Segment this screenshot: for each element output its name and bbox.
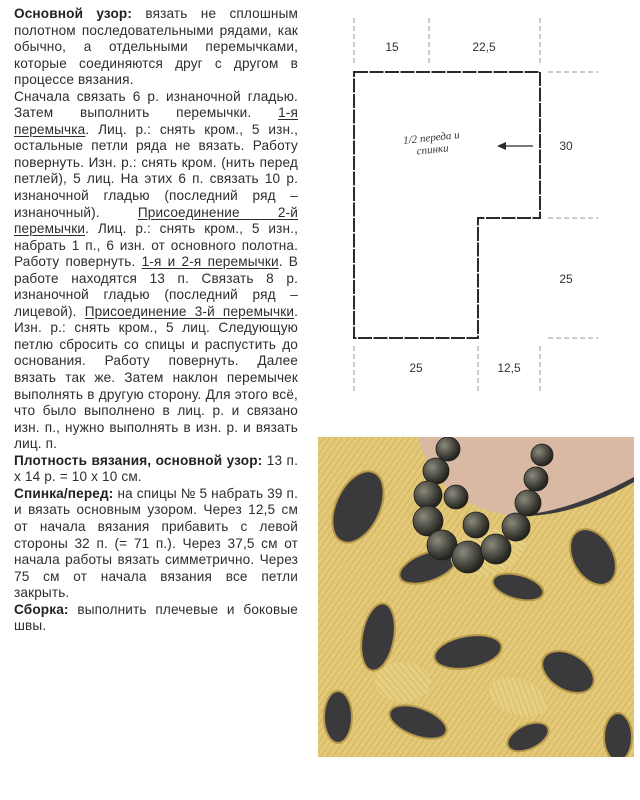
text-bridge-1: . Лиц. р.: снять кром., 5 изн., остальные петли ряда не вязать. Работу повернуть. Изн. р.: снять кром. (нить перед петлей), 5 лиц. На этих 6 п. связать 10 р. изнаночной гладью (последний ряд – изнаночный).	[14, 121, 298, 220]
heading-assembly: Сборка:	[14, 601, 69, 617]
text-main-pattern: вязать не сплошным полотном последовательными рядами, как обычно, а отдельными перемычками, которые соединяются друг с другом в процессе вязания.	[14, 6, 298, 88]
dim-right-top: 30	[559, 139, 573, 153]
subheading-bridges-1-2: 1-я и 2-я перемычки	[141, 254, 279, 270]
sweater-photo	[318, 437, 634, 757]
paragraph-main-pattern	[14, 6, 298, 89]
heading-gauge: Плотность вязания, основной узор:	[14, 452, 263, 468]
text-bridges-1-2: . В работе находятся 13 п. Связать 8 р. изнаночной гладью (последний ряд – лицевой).	[14, 254, 298, 319]
dim-bottom-right: 12,5	[497, 361, 521, 375]
paragraph-bridges	[14, 89, 298, 453]
instructions-column	[14, 6, 298, 635]
subheading-bridge-3: Присоединение 3-й перемычки	[84, 303, 295, 319]
paragraph-gauge	[14, 453, 298, 486]
schematic-inner-label: 1/2 переда и спинки	[402, 129, 461, 158]
text-assembly: выполнить плечевые и боковые швы.	[14, 601, 298, 634]
text-bridges-intro: Сначала связать 6 р. изнаночной гладью. Затем выполнить перемычки.	[14, 88, 298, 121]
subheading-bridge-2: Присоединение 2-й перемычки	[14, 204, 298, 237]
heading-main-pattern: Основной узор:	[14, 6, 133, 21]
text-bridge-2: . Лиц. р.: снять кром., 5 изн., набрать 1 п., 6 изн. от основного полотна. Работу повернуть.	[14, 221, 298, 270]
dim-top-left: 15	[385, 40, 399, 54]
subheading-bridge-1: 1-я перемычка	[14, 105, 298, 137]
text-gauge: 13 п. х 14 р. = 10 х 10 см.	[14, 452, 298, 485]
text-bridge-3: . Изн. р.: снять кром., 5 лиц. Следующую петлю сбросить со спицы и распустить до основания. Работу повернуть. Далее вязать так же. Затем наклон перемычек выполнять в другую сторону. Для этого всё, что было выполнено в лиц. р. и связано изн. п., нужно выполнять в изн. р. и вязать лиц. п.	[14, 303, 298, 452]
dim-bottom-left: 25	[409, 361, 423, 375]
dim-right-bottom: 25	[559, 272, 573, 286]
heading-back-front: Спинка/перед:	[14, 485, 114, 501]
paragraph-back-front	[14, 486, 298, 602]
sweater-photo-illustration	[318, 437, 634, 757]
dim-top-right: 22,5	[472, 40, 496, 54]
paragraph-assembly	[14, 602, 298, 635]
text-back-front: на спицы № 5 набрать 39 п. и вязать основным узором. Через 12,5 см от начала вязания прибавить с левой стороны 32 п. (= 71 п.). Через 37,5 см от начала работы вязать симметрично. Через 75 см от начала вязания все петли закрыть.	[14, 485, 298, 601]
